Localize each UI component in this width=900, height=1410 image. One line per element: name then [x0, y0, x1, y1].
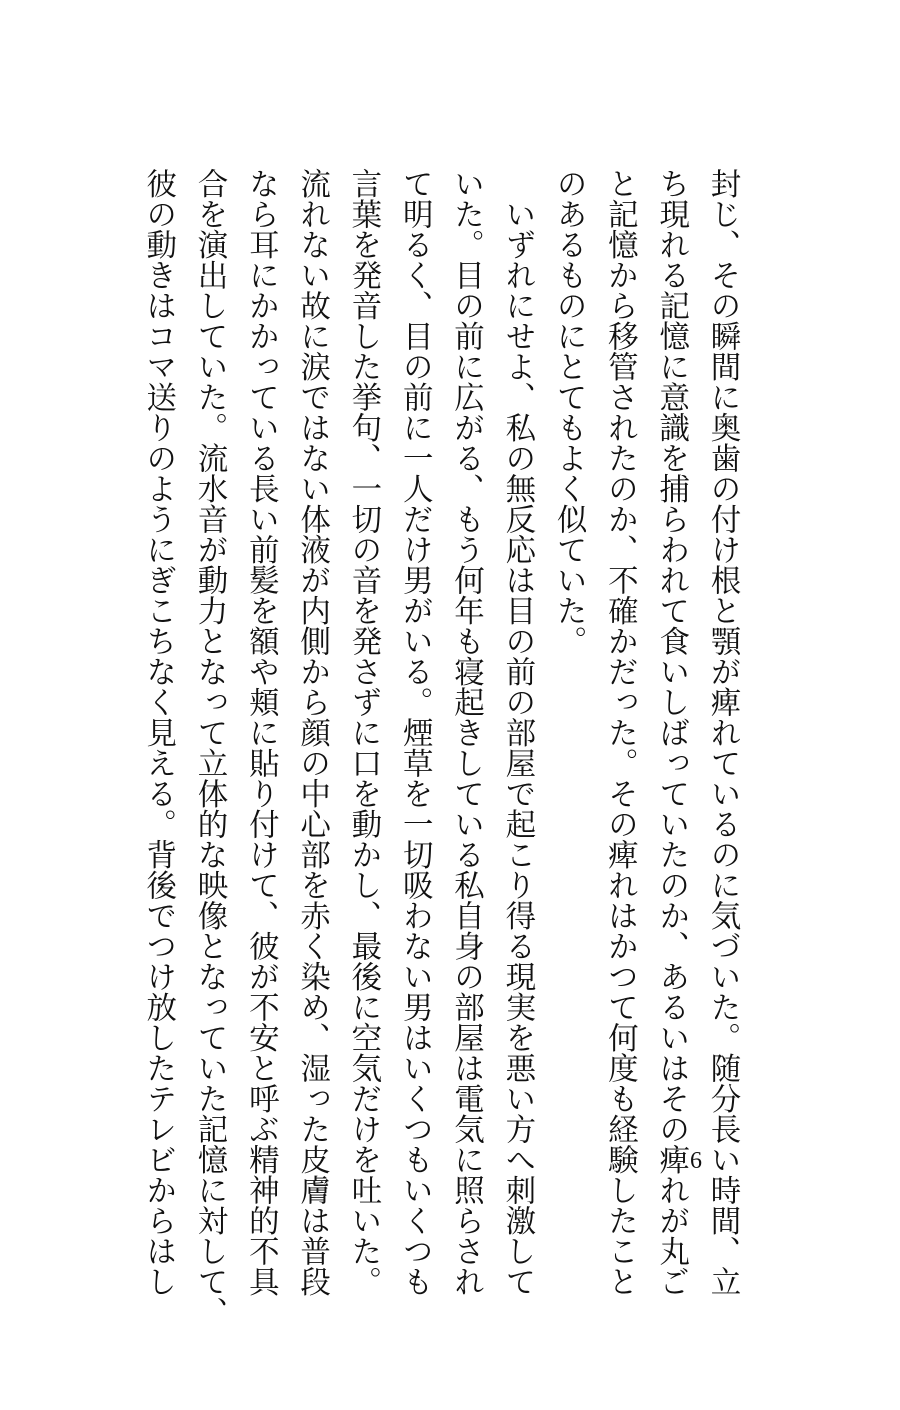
- page-number: 6: [690, 1148, 702, 1174]
- vertical-text-block: [140, 168, 748, 1327]
- text-line-2: ち現れる記憶に意識を捕らわれて食いしばっていたのか、あるいはその痺れが丸ご: [653, 168, 689, 1297]
- text-line-3: と記憶から移管されたのか、不確かだった。その痺れはかつて何度も経験したこと: [602, 168, 638, 1297]
- text-line-9: 流れない故に涙ではない体液が内側から顔の中心部を赤く染め、湿った皮膚は普段: [294, 168, 330, 1297]
- text-line-6: いた。目の前に広がる、もう何年も寝起きしている私自身の部屋は電気に照らされ: [448, 168, 484, 1297]
- text-line-10: なら耳にかかっている長い前髪を額や頬に貼り付けて、彼が不安と呼ぶ精神的不具: [243, 168, 279, 1297]
- text-line-11: 合を演出していた。流水音が動力となって立体的な映像となっていた記憶に対して、: [192, 168, 228, 1327]
- text-line-8: 言葉を発音した挙句、一切の音を発さずに口を動かし、最後に空気だけを吐いた。: [345, 168, 381, 1297]
- text-line-1: 封じ、その瞬間に奥歯の付け根と顎が痺れているのに気づいた。随分長い時間、立: [705, 168, 740, 1297]
- text-line-7: て明るく、目の前に一人だけ男がいる。煙草を一切吸わない男はいくつもいくつも: [397, 168, 433, 1297]
- text-line-12: 彼の動きはコマ送りのようにぎこちなく見える。背後でつけ放したテレビからはし: [140, 168, 176, 1297]
- text-line-4: のあるものにとてもよく似ていた。: [551, 168, 587, 656]
- text-line-5: いずれにせよ、私の無反応は目の前の部屋で起こり得る現実を悪い方へ刺激して: [499, 168, 535, 1297]
